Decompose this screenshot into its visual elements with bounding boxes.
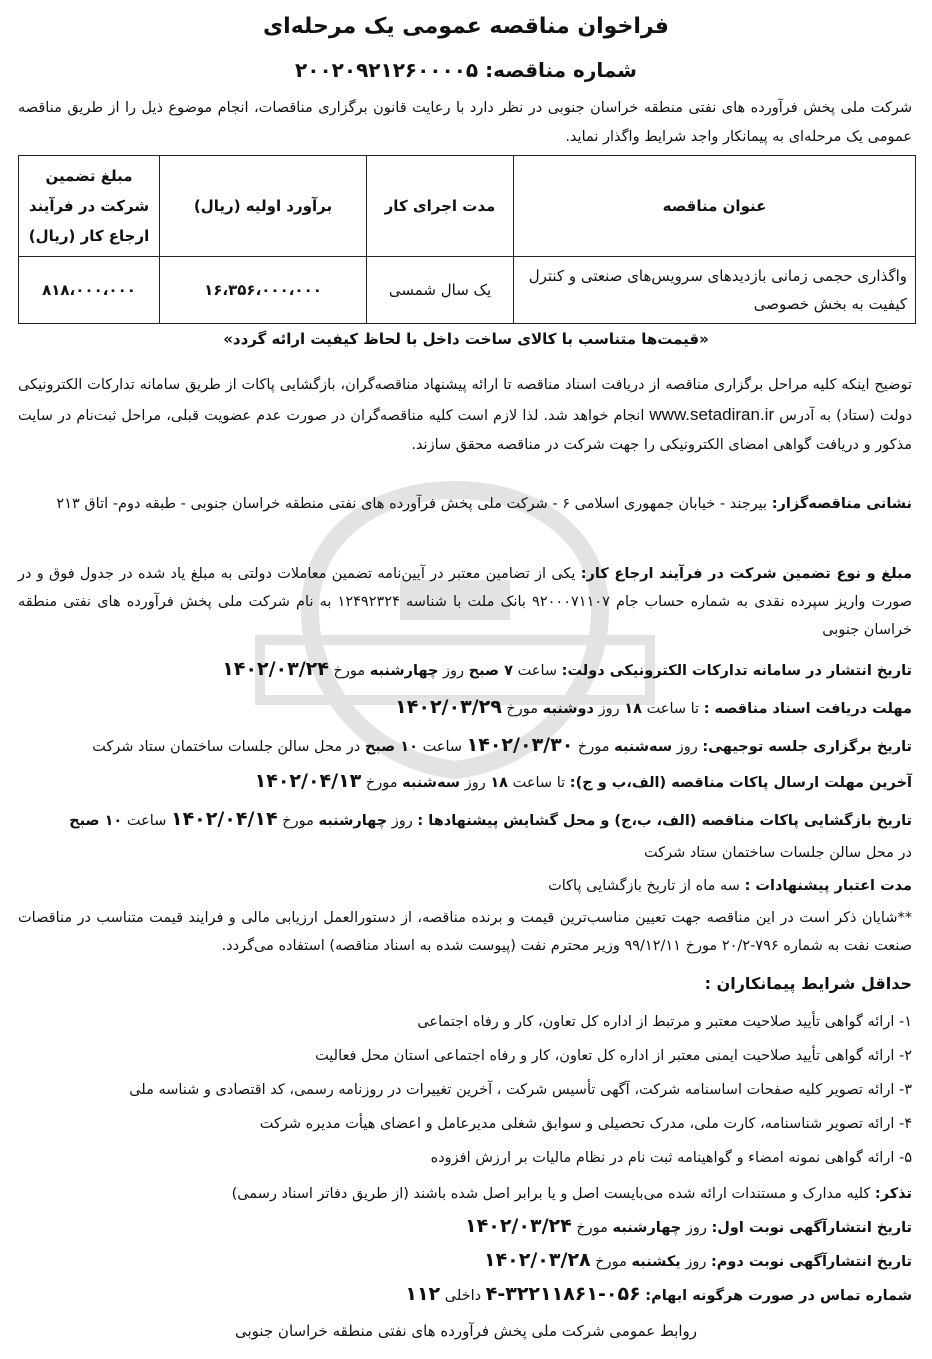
opening-line bbox=[18, 805, 912, 835]
opening-text: ساعت bbox=[126, 813, 167, 829]
first-pub-day: چهارشنبه bbox=[612, 1220, 682, 1236]
conditions-title: حداقل شرایط پیمانکاران : bbox=[704, 974, 912, 993]
guarantee-paragraph bbox=[18, 560, 912, 644]
guarantee-label: مبلغ و نوع تضمین شرکت در فرآیند ارجاع کار: bbox=[580, 566, 912, 582]
second-pub-label: تاریخ انتشارآگهی نوبت دوم: bbox=[710, 1254, 912, 1270]
table-row bbox=[19, 257, 916, 324]
tender-table bbox=[18, 155, 916, 324]
submit-date: ۱۴۰۲/۰۴/۱۳ bbox=[254, 770, 362, 792]
opening-label: تاریخ بازگشایی پاکات مناقصه (الف، ب،ج) و محل گشایش پیشنهادها : bbox=[417, 813, 912, 829]
address-paragraph bbox=[18, 490, 912, 518]
opening-text: روز bbox=[391, 813, 413, 829]
notice-title: فراخوان مناقصه عمومی یک مرحله‌ای bbox=[263, 14, 669, 39]
contact-number: ۰۵۶-۳۲۲۱۱۸۶۱-۴ bbox=[485, 1283, 641, 1305]
intro-paragraph: شرکت ملی پخش فرآورده های نفتی منطقه خراسان جنوبی در نظر دارد با رعایت قانون برگزاری مناقصات، انجام موضوع ذیل را از طریق مناقصه عمومی یک مرحله‌ای به پیمانکار واجد شرایط واگذار نماید. bbox=[18, 100, 912, 145]
deadline-day: دوشنبه bbox=[542, 701, 595, 717]
contact-ext-label: داخلی bbox=[444, 1288, 482, 1304]
briefing-label: تاریخ برگزاری جلسه توجیهی: bbox=[702, 739, 912, 755]
footer-signature: روابط عمومی شرکت ملی پخش فرآورده های نفتی منطقه خراسان جنوبی bbox=[234, 1322, 698, 1340]
first-pub-text: روز bbox=[685, 1220, 707, 1236]
submit-text: روز bbox=[464, 775, 486, 791]
contact-ext: ۱۱۲ bbox=[405, 1283, 441, 1305]
address-text: بیرجند - خیابان جمهوری اسلامی ۶ - شرکت ملی پخش فرآورده های نفتی منطقه خراسان جنوبی - طبقه دوم- اتاق ۲۱۳ bbox=[56, 496, 768, 512]
tender-number-line bbox=[0, 58, 932, 82]
deadline-text: مورخ bbox=[506, 701, 539, 717]
publish-time: ۷ صبح bbox=[468, 663, 513, 679]
briefing-text: روز bbox=[676, 739, 698, 755]
condition-item-4: ۴- ارائه تصویر شناسنامه، کارت ملی، مدرک تحصیلی و سوابق شغلی مدیرعامل و اعضای هیأت مدیره شرکت bbox=[259, 1116, 912, 1132]
publish-date: ۱۴۰۲/۰۳/۲۴ bbox=[222, 658, 329, 680]
validity-label: مدت اعتبار پیشنهادات : bbox=[744, 878, 912, 894]
briefing-line bbox=[18, 731, 912, 761]
header-estimate: برآورد اولیه (ریال) bbox=[160, 156, 367, 257]
condition-item-5: ۵- ارائه گواهی نمونه امضاء و گواهینامه ثبت نام در نظام مالیات بر ارزش افزوده bbox=[430, 1150, 912, 1166]
first-pub-label: تاریخ انتشارآگهی نوبت اول: bbox=[711, 1220, 912, 1236]
cell-guarantee: ۸۱۸،۰۰۰،۰۰۰ bbox=[19, 257, 160, 324]
deadline-text: روز bbox=[598, 701, 620, 717]
deadline-text: تا ساعت bbox=[646, 701, 700, 717]
briefing-text: ساعت bbox=[422, 739, 463, 755]
briefing-date: ۱۴۰۲/۰۳/۳۰ bbox=[466, 734, 574, 756]
publish-day: چهارشنبه bbox=[369, 663, 439, 679]
submit-text: تا ساعت bbox=[512, 775, 566, 791]
validity-line bbox=[18, 872, 912, 900]
briefing-place: در محل سالن جلسات ساختمان ستاد شرکت bbox=[92, 739, 361, 755]
submit-line bbox=[18, 767, 912, 797]
table-header-row bbox=[19, 156, 916, 257]
condition-item-1: ۱- ارائه گواهی تأیید صلاحیت معتبر و مرتبط از اداره کل تعاون، کار و رفاه اجتماعی bbox=[417, 1014, 912, 1030]
second-pub-day: یکشنبه bbox=[631, 1254, 681, 1270]
opening-date: ۱۴۰۲/۰۴/۱۴ bbox=[170, 808, 278, 830]
second-pub-line bbox=[18, 1246, 912, 1276]
validity-text: سه ماه از تاریخ بازگشایی پاکات bbox=[548, 878, 740, 894]
first-pub-line bbox=[18, 1212, 912, 1242]
header-guarantee: مبلغ تضمین شرکت در فرآیند ارجاع کار (ریال) bbox=[19, 156, 160, 257]
cell-estimate: ۱۶،۳۵۶،۰۰۰،۰۰۰ bbox=[160, 257, 367, 324]
tender-number-label: شماره مناقصه: bbox=[485, 58, 637, 82]
deadline-line bbox=[18, 693, 912, 723]
tender-number: ۲۰۰۲۰۹۲۱۲۶۰۰۰۰۵ bbox=[295, 58, 479, 82]
submit-day: سه‌شنبه bbox=[402, 775, 461, 791]
briefing-text: مورخ bbox=[577, 739, 610, 755]
briefing-time: ۱۰ صبح bbox=[364, 739, 418, 755]
address-label: نشانی مناقصه‌گزار: bbox=[771, 496, 912, 512]
cell-duration: یک سال شمسی bbox=[367, 257, 514, 324]
briefing-day: سه‌شنبه bbox=[614, 739, 673, 755]
deadline-hour: ۱۸ bbox=[624, 701, 642, 717]
first-pub-date: ۱۴۰۲/۰۳/۲۴ bbox=[465, 1215, 572, 1237]
contact-line bbox=[18, 1280, 912, 1310]
setad-url-link[interactable]: www.setadiran.ir bbox=[649, 405, 775, 424]
submit-hour: ۱۸ bbox=[490, 775, 509, 791]
condition-item-3: ۳- ارائه تصویر کلیه صفحات اساسنامه شرکت، آگهی تأسیس شرکت ، آخرین تغییرات در روزنامه رسمی، کد اقتصادی و شناسه ملی bbox=[129, 1082, 912, 1098]
opening-day: چهارشنبه bbox=[318, 813, 388, 829]
cell-title: واگذاری حجمی زمانی بازدیدهای سرویس‌های صنعتی و کنترل کیفیت به بخش خصوصی bbox=[514, 257, 916, 324]
header-duration: مدت اجرای کار bbox=[367, 156, 514, 257]
reminder-text: کلیه مدارک و مستندات ارائه شده می‌بایست اصل و یا برابر اصل شده باشند (از طریق دفاتر اسناد رسمی) bbox=[231, 1186, 871, 1202]
reminder-label: تذکر: bbox=[874, 1186, 912, 1202]
deadline-label: مهلت دریافت اسناد مناقصه : bbox=[703, 701, 912, 717]
quality-note: «قیمت‌ها متناسب با کالای ساخت داخل با لحاظ کیفیت ارائه گردد» bbox=[223, 330, 709, 348]
header-title: عنوان مناقصه bbox=[514, 156, 916, 257]
publish-text: ساعت bbox=[517, 663, 558, 679]
publish-text: روز bbox=[443, 663, 465, 679]
reminder-line bbox=[18, 1180, 912, 1208]
deadline-date: ۱۴۰۲/۰۳/۲۹ bbox=[395, 696, 502, 718]
explanation-paragraph bbox=[18, 371, 912, 460]
explanation-post: انجام خواهد شد. لذا لازم است کلیه مناقصه‌گران در صورت عدم عضویت قبلی، مراحل ثبت‌نام در سایت مذکور و دریافت گواهی امضای الکترونیکی را جهت شرکت در مناقصه محقق سازند. bbox=[18, 408, 912, 453]
first-pub-text: مورخ bbox=[576, 1220, 608, 1236]
second-pub-text: روز bbox=[685, 1254, 707, 1270]
publish-line bbox=[18, 655, 912, 685]
publish-text: مورخ bbox=[333, 663, 366, 679]
contact-label: شماره تماس در صورت هرگونه ابهام: bbox=[645, 1288, 912, 1304]
explanation-pre: توضیح اینکه کلیه مراحل برگزاری مناقصه از دریافت اسناد مناقصه تا ارائه پیشنهاد مناقصه‌گران، بازگشایی پاکات از طریق سامانه تدارکات الکترونیکی دولت (ستاد) به آدرس bbox=[18, 377, 913, 424]
second-pub-date: ۱۴۰۲/۰۳/۲۸ bbox=[483, 1249, 591, 1271]
guarantee-text: یکی از تضامین معتبر در آیین‌نامه تضمین معاملات دولتی به مبلغ یاد شده در جدول فوق و در صورت واریز سپرده نقدی به شماره حساب جام ۹۲۰۰۰۷۱۱۰۷ بانک ملت با شناسه ۱۲۴۹۲۳۲۴ به نام شرکت ملی پخش فرآورده های نفتی منطقه خراسان جنوبی bbox=[18, 566, 912, 638]
submit-text: مورخ bbox=[365, 775, 398, 791]
second-pub-text: مورخ bbox=[595, 1254, 627, 1270]
opening-place-line: در محل سالن جلسات ساختمان ستاد شرکت bbox=[643, 845, 912, 861]
note-paragraph: **شایان ذکر است در این مناقصه جهت تعیین مناسب‌ترین قیمت و برنده مناقصه، از دستورالعمل ارزیابی مالی و فرایند قیمت متناسب در مناقصات صنعت نفت به شماره ۷۹۶-۲۰/۲ مورخ ۹۹/۱۲/۱۱ وزیر محترم نفت (پیوست شده به اسناد مناقصه) استفاده می‌گردد. bbox=[18, 910, 912, 954]
condition-item-2: ۲- ارائه گواهی تأیید صلاحیت ایمنی معتبر از اداره کل تعاون، کار و رفاه اجتماعی استان محل فعالیت bbox=[315, 1048, 912, 1064]
opening-time: ۱۰ صبح bbox=[69, 813, 123, 829]
opening-text: مورخ bbox=[282, 813, 314, 829]
publish-label: تاریخ انتشار در سامانه تدارکات الکترونیکی دولت: bbox=[561, 663, 912, 679]
submit-label: آخرین مهلت ارسال پاکات مناقصه (الف،ب و ج): bbox=[569, 775, 912, 791]
